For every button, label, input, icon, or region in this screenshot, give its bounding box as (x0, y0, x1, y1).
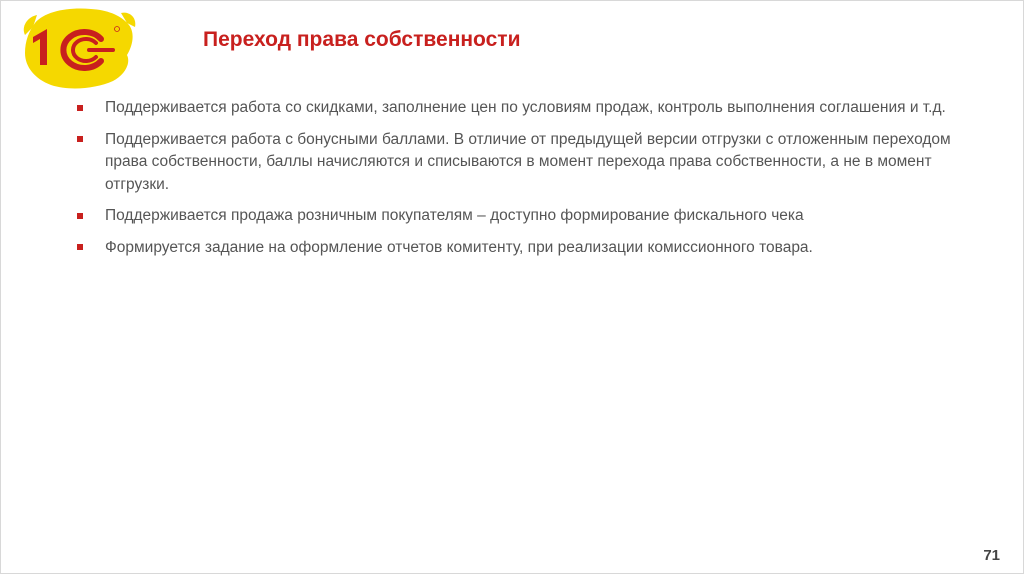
bullet-item (76, 237, 976, 260)
bullet-square-icon (77, 105, 83, 111)
1c-logo (21, 5, 139, 91)
page-number: 71 (983, 547, 1000, 564)
bullet-item (76, 129, 976, 197)
slide-title: Переход права собственности (203, 28, 521, 51)
bullet-text: Формируется задание на оформление отчетов комитенту, при реализации комиссионного товара. (105, 238, 813, 256)
bullet-list (76, 97, 976, 268)
bullet-item (76, 97, 976, 120)
bullet-square-icon (77, 244, 83, 250)
bullet-square-icon (77, 213, 83, 219)
bullet-text: Поддерживается продажа розничным покупателям – доступно формирование фискального чека (105, 207, 804, 224)
bullet-text: Поддерживается работа с бонусными баллами. В отличие от предыдущей версии отгрузки с отложенным переходом права собственности, баллы начисляются и списываются в момент перехода права собственности, а не в момент отгрузки. (105, 130, 951, 193)
bullet-square-icon (77, 136, 83, 142)
bullet-item (76, 205, 976, 228)
bullet-text: Поддерживается работа со скидками, заполнение цен по условиям продаж, контроль выполнения соглашения и т.д. (105, 99, 946, 116)
